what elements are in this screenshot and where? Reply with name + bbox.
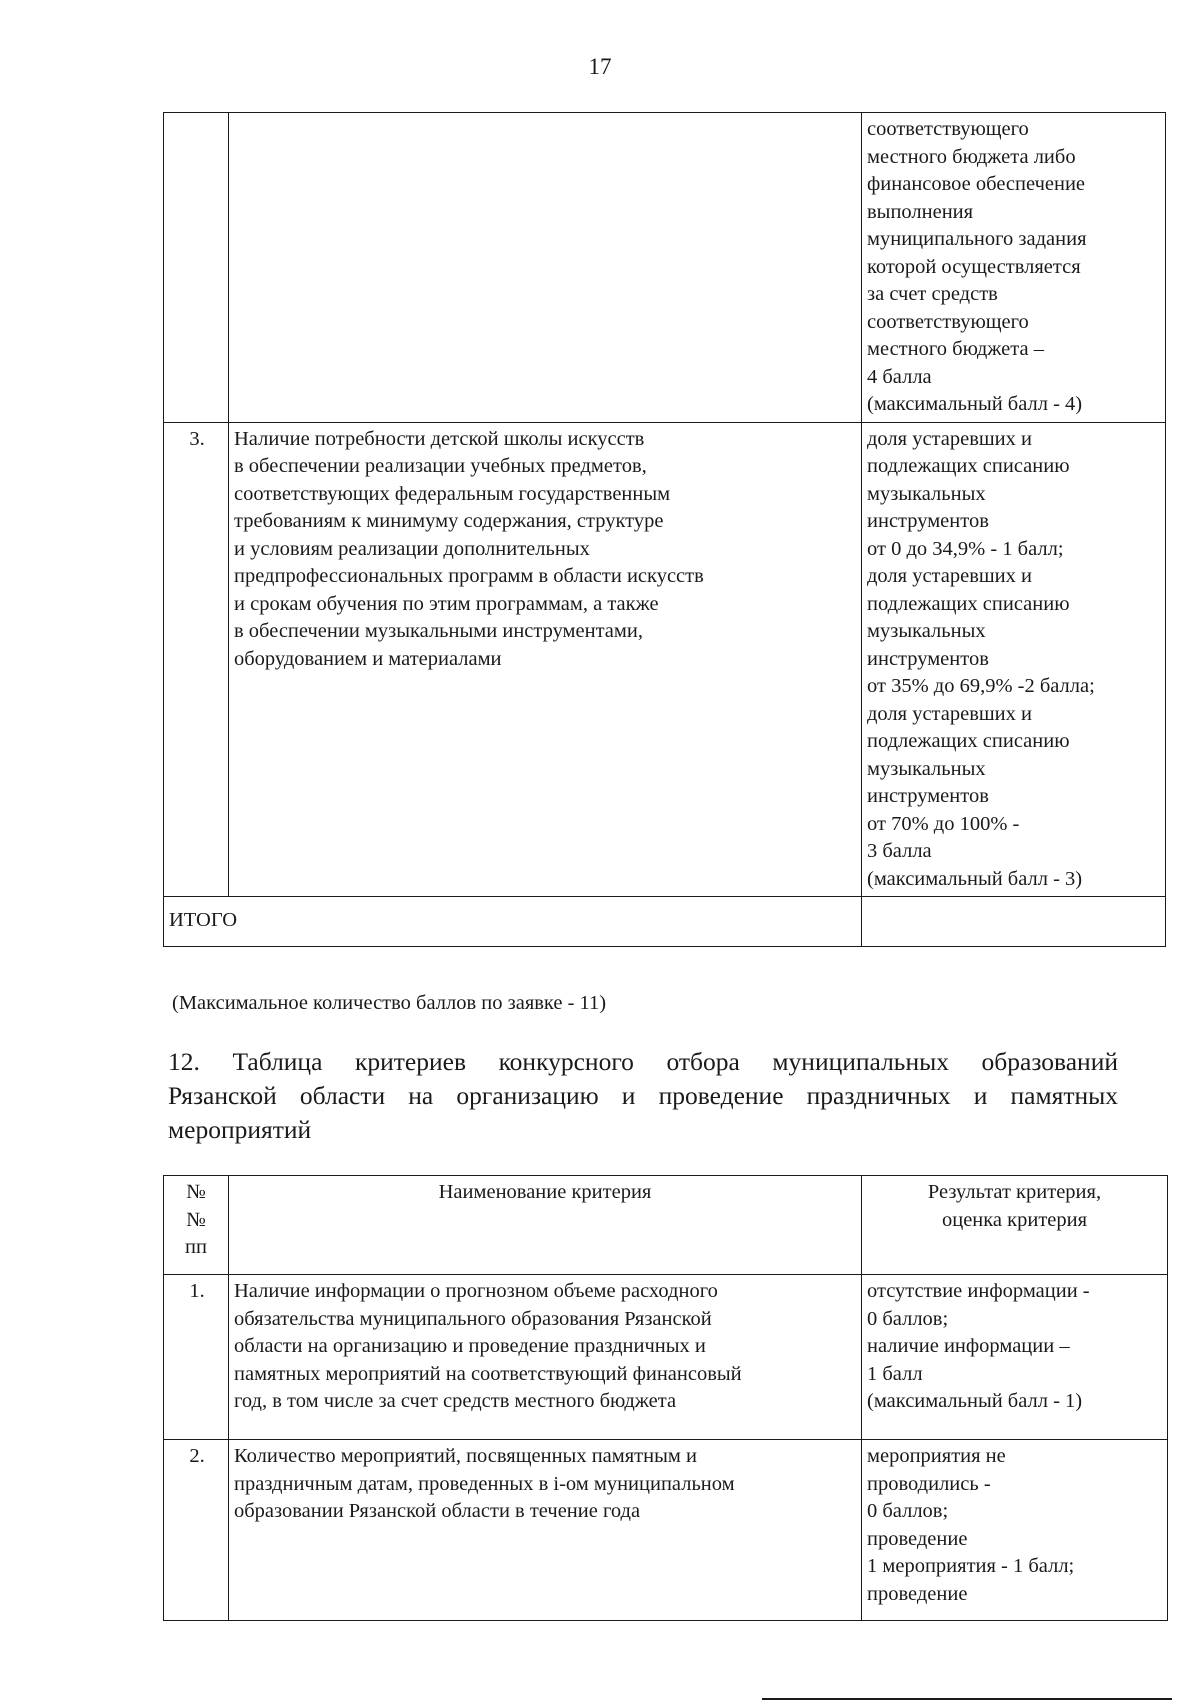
criterion-name-line: и срокам обучения по этим программам, а также	[234, 592, 659, 615]
criterion-name-cell	[229, 113, 862, 423]
table-row	[164, 422, 1166, 897]
criterion-result-line: 1 балл	[867, 1362, 923, 1385]
total-value	[862, 897, 1166, 947]
criterion-result-line: финансовое обеспечение	[867, 173, 1086, 195]
criterion-result-line: музыкальных	[867, 482, 986, 505]
criterion-name-line: предпрофессиональных программ в области искусств	[234, 565, 704, 587]
criterion-name-line: Наличие информации о прогнозном объеме расходного	[234, 1280, 718, 1302]
criterion-result-line: муниципального задания	[867, 228, 1087, 250]
criterion-result-line: (максимальный балл - 4)	[867, 393, 1083, 415]
criterion-result-line: инструментов	[867, 510, 989, 532]
row-number-cell	[164, 1440, 229, 1621]
header-number-line: №	[186, 1208, 206, 1231]
criterion-name-line: памятных мероприятий на соответствующий финансовый	[234, 1362, 742, 1385]
criterion-result-line: доля устаревших и	[867, 702, 1032, 725]
section-title-line: Рязанской области на организацию и проведение праздничных и памятных	[168, 1081, 1118, 1110]
criterion-name-cell	[229, 422, 862, 897]
criterion-result-line: соответствующего	[867, 310, 1029, 333]
header-number-cell	[164, 1176, 229, 1275]
footer-rule	[762, 1698, 1172, 1700]
criterion-name-line: год, в том числе за счет средств местного бюджета	[234, 1390, 677, 1412]
section-title-line: мероприятий	[168, 1115, 312, 1144]
criterion-name-cell	[229, 1275, 862, 1440]
row-number-cell	[164, 113, 229, 423]
criterion-result-line: подлежащих списанию	[867, 592, 1070, 615]
criterion-result-line: выполнения	[867, 200, 974, 223]
criteria-table-continued	[163, 112, 1166, 947]
criterion-name-line: Количество мероприятий, посвященных памятным и	[234, 1445, 697, 1467]
header-result-cell	[862, 1176, 1168, 1275]
row-number-cell	[164, 1275, 229, 1440]
section-title-line: 12. Таблица критериев конкурсного отбора муниципальных образований	[168, 1047, 1118, 1076]
criterion-result-line: инструментов	[867, 785, 989, 807]
criterion-result-cell	[862, 422, 1166, 897]
criterion-result-line: соответствующего	[867, 118, 1029, 140]
row-number: 2.	[189, 1445, 205, 1467]
header-name-cell	[229, 1176, 862, 1275]
criterion-result-line: 3 балла	[867, 840, 932, 862]
criterion-result-line: от 0 до 34,9% - 1 балл;	[867, 537, 1064, 560]
criterion-result-line: наличие информации –	[867, 1335, 1070, 1357]
criterion-name-line: области на организацию и проведение праздничных и	[234, 1335, 706, 1357]
criterion-result-cell	[862, 113, 1166, 423]
criterion-result-line: отсутствие информации -	[867, 1280, 1090, 1302]
page-number: 17	[588, 54, 612, 79]
row-number-cell	[164, 422, 229, 897]
criterion-result-line: 0 баллов;	[867, 1307, 949, 1330]
table-row	[164, 1275, 1168, 1440]
criterion-result-line: проводились -	[867, 1472, 991, 1495]
criterion-result-line: которой осуществляется	[867, 255, 1081, 278]
total-label: ИТОГО	[164, 897, 862, 947]
criterion-result-line: подлежащих списанию	[867, 455, 1070, 477]
criterion-result-line: (максимальный балл - 3)	[867, 867, 1083, 890]
criterion-name-line: Наличие потребности детской школы искусств	[234, 427, 645, 450]
criterion-result-line: инструментов	[867, 647, 989, 670]
table-header-row	[164, 1176, 1168, 1275]
criterion-result-line: подлежащих списанию	[867, 730, 1070, 752]
table-row	[164, 1440, 1168, 1621]
criterion-result-line: 1 мероприятия - 1 балл;	[867, 1555, 1075, 1577]
criterion-result-line: (максимальный балл - 1)	[867, 1390, 1083, 1412]
criterion-result-line: от 35% до 69,9% -2 балла;	[867, 675, 1095, 697]
criterion-name-line: образовании Рязанской области в течение года	[234, 1500, 641, 1522]
max-score-note: (Максимальное количество баллов по заявке - 11)	[172, 992, 607, 1014]
criterion-name-line: обязательства муниципального образования Рязанской	[234, 1307, 712, 1330]
criterion-result-line: 4 балла	[867, 365, 932, 388]
criterion-result-line: местного бюджета либо	[867, 145, 1076, 168]
criterion-name-line: в обеспечении музыкальными инструментами,	[234, 620, 643, 642]
criterion-name-line: в обеспечении реализации учебных предметов,	[234, 455, 647, 477]
header-name: Наименование критерия	[438, 1181, 652, 1203]
row-number: 3.	[189, 427, 205, 450]
header-number-line: №	[186, 1181, 206, 1203]
criterion-name-line: оборудованием и материалами	[234, 647, 502, 670]
criterion-result-line: проведение	[867, 1582, 968, 1605]
criterion-result-line: проведение	[867, 1527, 968, 1550]
criterion-result-line: музыкальных	[867, 757, 986, 780]
criterion-result-cell	[862, 1275, 1168, 1440]
criterion-result-cell	[862, 1440, 1168, 1621]
criterion-name-cell	[229, 1440, 862, 1621]
header-result-line: оценка критерия	[941, 1208, 1088, 1231]
criterion-name-line: соответствующих федеральным государственным	[234, 482, 671, 505]
table-row	[164, 113, 1166, 423]
header-number-line: пп	[185, 1236, 207, 1258]
criterion-result-line: доля устаревших и	[867, 427, 1032, 450]
section-title	[168, 1045, 1118, 1147]
criterion-result-line: местного бюджета –	[867, 338, 1044, 360]
total-row	[164, 897, 1166, 947]
criterion-name-line: и условиям реализации дополнительных	[234, 537, 590, 560]
criterion-name-line: праздничным датам, проведенных в i-ом муниципальном	[234, 1472, 735, 1495]
criterion-result-line: доля устаревших и	[867, 565, 1032, 587]
criterion-result-line: 0 баллов;	[867, 1500, 949, 1522]
criteria-table-12	[163, 1175, 1168, 1621]
row-number: 1.	[189, 1280, 205, 1302]
criterion-name-line: требованиям к минимуму содержания, структуре	[234, 510, 664, 532]
criterion-result-line: за счет средств	[867, 283, 998, 305]
criterion-result-line: музыкальных	[867, 620, 986, 642]
criterion-result-line: мероприятия не	[867, 1445, 1006, 1467]
header-result-line: Результат критерия,	[927, 1181, 1102, 1203]
criterion-result-line: от 70% до 100% -	[867, 812, 1020, 835]
